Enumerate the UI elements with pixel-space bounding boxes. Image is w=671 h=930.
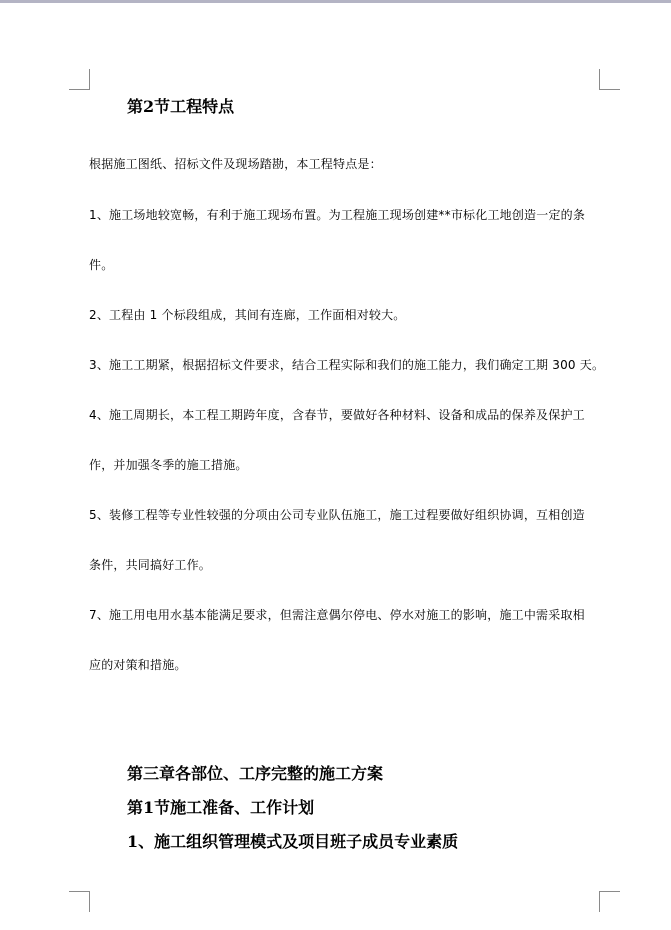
body-line: 2、工程由 1 个标段组成，其间有连廊，工作面相对较大。 xyxy=(89,308,406,322)
body-line: 作，并加强冬季的施工措施。 xyxy=(89,458,248,472)
page-corner-mark-bottom-right xyxy=(599,891,620,912)
body-line: 1、施工场地较宽畅，有利于施工现场布置。为工程施工现场创建**市标化工地创造一定的条 xyxy=(89,208,586,222)
body-line: 应的对策和措施。 xyxy=(89,658,187,672)
intro-paragraph: 根据施工图纸、招标文件及现场踏勘，本工程特点是： xyxy=(89,157,382,171)
section-heading: 第2节工程特点 xyxy=(127,97,235,116)
body-line: 7、施工用电用水基本能满足要求，但需注意偶尔停电、停水对施工的影响，施工中需采取相 xyxy=(89,608,585,622)
page-corner-mark-top-right xyxy=(599,69,620,90)
page-corner-mark-bottom-left xyxy=(69,891,90,912)
window-top-border xyxy=(0,0,671,3)
body-line: 件。 xyxy=(89,258,114,272)
body-line: 3、施工工期紧，根据招标文件要求，结合工程实际和我们的施工能力，我们确定工期 300 天。 xyxy=(89,358,605,372)
body-line: 5、装修工程等专业性较强的分项由公司专业队伍施工，施工过程要做好组织协调，互相创造 xyxy=(89,508,585,522)
body-line: 条件，共同搞好工作。 xyxy=(89,558,212,572)
chapter-heading: 第三章各部位、工序完整的施工方案 xyxy=(127,764,384,783)
body-line: 4、施工周期长，本工程工期跨年度，含春节，要做好各种材料、设备和成品的保养及保护工 xyxy=(89,408,585,422)
subsection-heading: 1、施工组织管理模式及项目班子成员专业素质 xyxy=(127,832,459,851)
section-heading: 第1节施工准备、工作计划 xyxy=(127,798,315,817)
page-corner-mark-top-left xyxy=(69,69,90,90)
